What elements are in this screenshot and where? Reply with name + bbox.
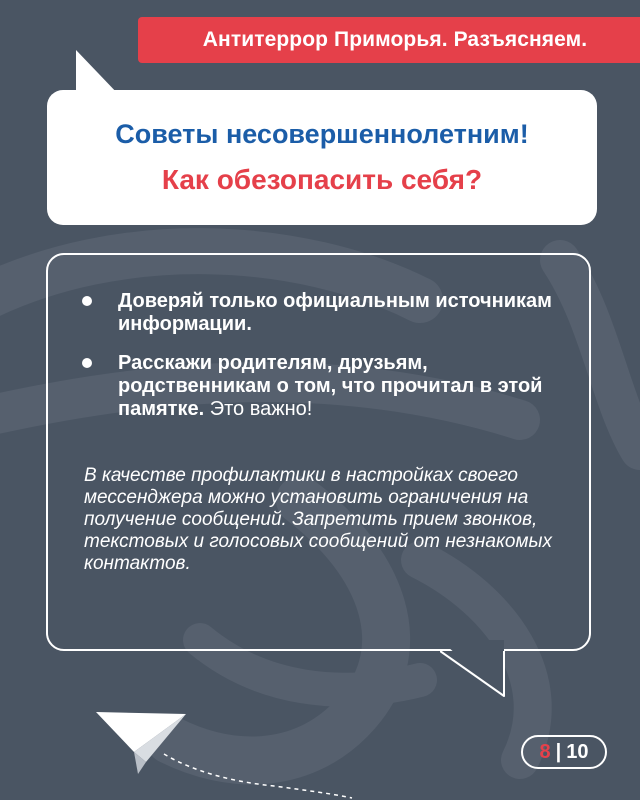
tips-list [70,290,570,437]
tip-text: Доверяй только официальным источникам информации. [118,290,552,335]
tip-item [70,290,570,336]
page-current: 8 [539,740,551,763]
bubble-title: Советы несовершеннолетним! [115,119,529,149]
advice-text: В качестве профилактики в настройках своего мессенджера можно установить ограничения на получение сообщений. Запретить прием звонков, текстовых и голосовых сообщений от незнакомых контактов. [84,465,552,574]
tip-item [70,352,570,421]
tip-note: Это важно! [204,398,313,420]
tip-text: Расскажи родителям, друзьям, родственникам о том, что прочитал в этой памятке. [118,352,543,420]
page-counter [521,735,607,769]
bullet-icon [82,358,92,368]
speech-bubble [47,90,597,225]
page-total: 10 [566,740,589,763]
bullet-icon [82,296,92,306]
bubble-subtitle: Как обезопасить себя? [161,164,483,195]
header-banner [138,17,640,63]
page-separator: | [555,740,562,763]
header-title: Антитеррор Приморья. Разъясняем. [202,28,588,51]
paper-plane-icon [94,702,354,800]
tips-box-tail [440,640,520,698]
